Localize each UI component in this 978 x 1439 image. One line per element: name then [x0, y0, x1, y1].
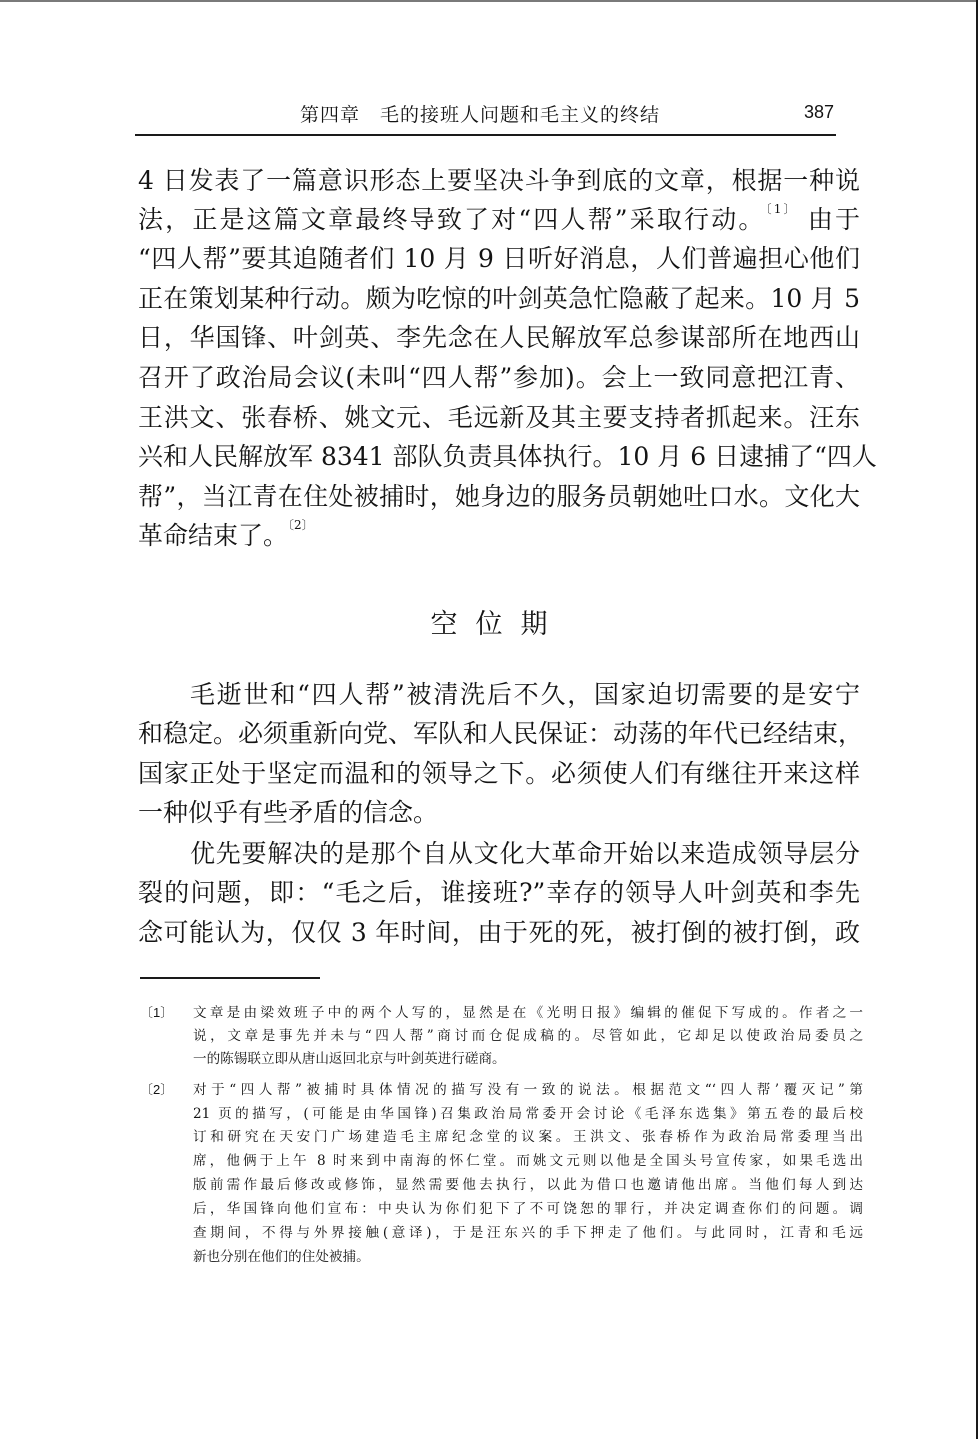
body-line: 召开了政治局会议(未叫“四人帮”参加)。会上一致同意把江青、: [138, 363, 860, 392]
body-line: 一种似乎有些矛盾的信念。: [138, 798, 439, 827]
running-head: [300, 100, 660, 127]
page-border-top: [0, 0, 978, 2]
footnote-rule: [140, 977, 320, 979]
footnote-line: 说，文章是事先并未与“四人帮”商讨而仓促成稿的。尽管如此，它却足以使政治局委员之: [193, 1028, 863, 1044]
body-line: 毛逝世和“四人帮”被清洗后不久，国家迫切需要的是安宁: [190, 680, 860, 709]
body-line: 帮”，当江青在住处被捕时，她身边的服务员朝她吐口水。文化大: [138, 482, 860, 511]
footnote-line: 版前需作最后修改或修饰，显然需要他去执行，以此为借口也邀请他出席。当他们每人到达: [193, 1177, 863, 1193]
header-rule: [135, 134, 836, 136]
body-line: 念可能认为，仅仅 3 年时间，由于死的死，被打倒的被打倒，政: [138, 918, 860, 947]
footnote-ref-1[interactable]: 〔1〕: [765, 202, 798, 216]
body-line: 4 日发表了一篇意识形态上要坚决斗争到底的文章，根据一种说: [138, 166, 860, 195]
body-line: “四人帮”要其追随者们 10 月 9 日听好消息，人们普遍担心他们: [138, 244, 860, 273]
body-line: [138, 202, 860, 235]
body-line: 兴和人民解放军 8341 部队负责具体执行。10 月 6 日逮捕了“四人: [138, 442, 877, 471]
page-number: 387: [804, 102, 835, 122]
body-text: 法，正是这篇文章最终导致了对“四人帮”采取行动。: [138, 205, 766, 234]
body-text: 由于: [797, 205, 860, 234]
footnote-line: 新也分别在他们的住处被捕。: [193, 1249, 370, 1265]
body-line: 优先要解决的是那个自从文化大革命开始以来造成领导层分: [190, 839, 860, 868]
chapter-label: 第四章: [300, 104, 361, 126]
footnote-ref-2[interactable]: 〔2〕: [288, 518, 314, 532]
footnote-line: 对于“四人帮”被捕时具体情况的描写没有一致的说法。根据范文“‘四人帮’覆灭记”第: [193, 1082, 863, 1098]
footnote-line: 文章是由梁效班子中的两个人写的，显然是在《光明日报》编辑的催促下写成的。作者之一: [193, 1005, 863, 1021]
body-line: 日，华国锋、叶剑英、李先念在人民解放军总参谋部所在地西山: [138, 323, 860, 352]
footnote-line: 席，他俩于上午 8 时来到中南海的怀仁堂。而姚文元则以他是全国头号宣传家，如果毛选出: [193, 1153, 863, 1169]
body-line: 正在策划某种行动。颇为吃惊的叶剑英急忙隐蔽了起来。10 月 5: [138, 284, 860, 313]
footnote-line: 订和研究在天安门广场建造毛主席纪念堂的议案。王洪文、张春桥作为政治局常委理当出: [193, 1129, 863, 1145]
footnote-line: 查期间，不得与外界接触(意译)，于是汪东兴的手下押走了他们。与此同时，江青和毛远: [193, 1225, 863, 1241]
body-line: [138, 518, 860, 551]
body-line: 国家正处于坚定而温和的领导之下。必须使人们有继往开来这样: [138, 759, 860, 788]
section-title: 空位期: [430, 609, 566, 640]
footnote-mark-1: 〔1〕: [140, 1005, 174, 1020]
body-line: 王洪文、张春桥、姚文元、毛远新及其主要支持者抓起来。汪东: [138, 403, 860, 432]
body-text: 革命结束了。: [138, 521, 289, 550]
body-line: 裂的问题，即：“毛之后，谁接班?”幸存的领导人叶剑英和李先: [138, 878, 860, 907]
chapter-title: 毛的接班人问题和毛主义的终结: [380, 104, 661, 126]
footnote-line: 21 页的描写，(可能是由华国锋)召集政治局常委开会讨论《毛泽东选集》第五卷的最后校: [193, 1106, 863, 1122]
body-line: 和稳定。必须重新向党、军队和人民保证：动荡的年代已经结束，: [138, 719, 864, 748]
footnote-mark-2: 〔2〕: [140, 1082, 174, 1097]
footnote-line: 后，华国锋向他们宣布：中央认为你们犯下了不可饶恕的罪行，并决定调查你们的问题。调: [193, 1201, 863, 1217]
footnote-line: 一的陈锡联立即从唐山返回北京与叶剑英进行磋商。: [193, 1051, 506, 1067]
